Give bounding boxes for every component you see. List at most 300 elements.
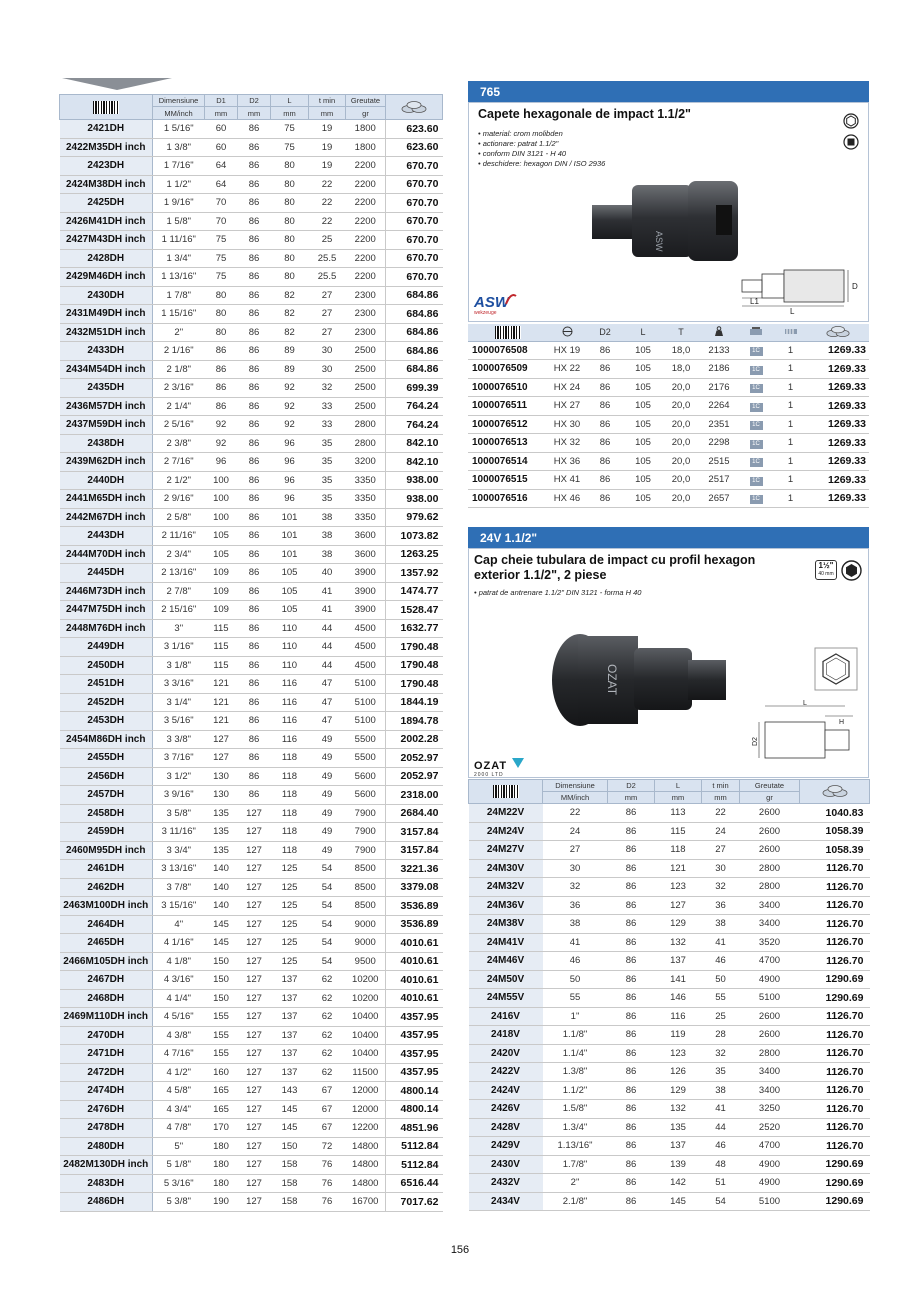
table-cell: 4357.95 (386, 1008, 443, 1027)
table-cell: 1" (543, 1007, 608, 1026)
table-cell: 86 (238, 490, 271, 509)
table-row (60, 934, 443, 953)
table-cell: 150 (271, 1137, 309, 1156)
table-cell: 150 (205, 952, 238, 971)
table-cell: 3600 (346, 527, 386, 546)
table-cell: 2428V (469, 1118, 543, 1137)
table-cell: 2486DH (60, 1193, 153, 1212)
table-row (60, 138, 443, 157)
table-cell: 2462DH (60, 878, 153, 897)
barcode-icon (493, 785, 519, 798)
table-row (60, 360, 443, 379)
dim-label-d: D (852, 282, 858, 291)
table-cell: 2 5/8" (153, 508, 205, 527)
col-unit: mm (271, 107, 309, 120)
dim-label-l: L (790, 307, 795, 316)
table-row (468, 452, 869, 471)
table-cell: 44 (309, 638, 346, 657)
table-cell: 135 (205, 804, 238, 823)
table-cell: 2800 (740, 859, 800, 878)
table-cell: 137 (271, 1045, 309, 1064)
package-icon (749, 326, 763, 336)
table-cell: 86 (608, 841, 655, 860)
table-cell: 127 (238, 989, 271, 1008)
table-cell: 2436M57DH inch (60, 397, 153, 416)
table-cell: 1269.33 (807, 360, 869, 379)
table-cell: 5 3/8" (153, 1193, 205, 1212)
table-cell: 1894.78 (386, 712, 443, 731)
table-cell: 118 (271, 749, 309, 768)
table-cell: 10400 (346, 1008, 386, 1027)
table-cell: 46 (702, 952, 740, 971)
table-cell: 75 (205, 268, 238, 287)
table-cell: 2464DH (60, 915, 153, 934)
table-cell: 62 (309, 989, 346, 1008)
hexagon-profile-icon (814, 647, 858, 691)
ozat-logo (474, 756, 534, 776)
table-cell: 86 (238, 508, 271, 527)
table-cell: 30 (702, 859, 740, 878)
table-cell: 165 (205, 1100, 238, 1119)
col-header: T (662, 324, 700, 341)
table-cell: 5500 (346, 730, 386, 749)
table-cell: 2467DH (60, 971, 153, 990)
table-cell: 155 (205, 1008, 238, 1027)
table-row (60, 1119, 443, 1138)
package-badge-cell (738, 341, 774, 360)
table-cell: 67 (309, 1119, 346, 1138)
table-cell: 86 (238, 286, 271, 305)
table-cell: 135 (205, 841, 238, 860)
table-cell: 158 (271, 1193, 309, 1212)
col-unit: mm (238, 107, 271, 120)
table-cell: 3350 (346, 508, 386, 527)
table-cell: 1000076509 (468, 360, 548, 379)
table-cell: 105 (624, 415, 662, 434)
bullet: • patrat de antrenare 1.1/2" DIN 3121 - forma H 40 (474, 588, 641, 598)
table-cell: 1000076515 (468, 471, 548, 490)
table-row (469, 933, 870, 952)
table-cell: 2 9/16" (153, 490, 205, 509)
table-cell: 1800 (346, 138, 386, 157)
table-cell: 30 (309, 342, 346, 361)
table-cell: 49 (309, 786, 346, 805)
table-cell: 118 (271, 823, 309, 842)
table-cell: 2200 (346, 212, 386, 231)
table-cell: 8500 (346, 878, 386, 897)
table-cell: 4357.95 (386, 1045, 443, 1064)
table-cell: 50 (543, 970, 608, 989)
table-cell: 127 (238, 1193, 271, 1212)
table-cell: 1844.19 (386, 693, 443, 712)
drive-size-badge (815, 560, 837, 580)
table-cell: 86 (586, 452, 624, 471)
package-badge-cell (738, 415, 774, 434)
table-cell: 670.70 (386, 175, 443, 194)
table-cell: 100 (205, 471, 238, 490)
table-cell: 4700 (740, 952, 800, 971)
table-cell: 2430DH (60, 286, 153, 305)
table-cell: 1126.70 (800, 1100, 870, 1119)
barcode-icon (495, 326, 521, 339)
table-cell: 86 (205, 379, 238, 398)
table-cell: 62 (309, 1045, 346, 1064)
table-cell: 41 (702, 1100, 740, 1119)
table-cell: 8500 (346, 897, 386, 916)
table-cell: 1290.69 (800, 1155, 870, 1174)
table-cell: 86 (205, 360, 238, 379)
table-cell: 4800.14 (386, 1100, 443, 1119)
table-cell: 1126.70 (800, 952, 870, 971)
table-cell: 1058.39 (800, 841, 870, 860)
table-cell: 47 (309, 675, 346, 694)
page-number: 156 (450, 1244, 470, 1256)
table-cell: 2422M35DH inch (60, 138, 153, 157)
table-cell: 3 5/16" (153, 712, 205, 731)
table-row (60, 508, 443, 527)
table-cell: 110 (271, 619, 309, 638)
table-cell: 27 (309, 305, 346, 324)
table-cell: 1 1/2" (153, 175, 205, 194)
table-cell: 127 (238, 897, 271, 916)
table-cell: 70 (205, 212, 238, 231)
table-cell: 170 (205, 1119, 238, 1138)
table-cell: 5500 (346, 749, 386, 768)
table-cell: 119 (655, 1026, 702, 1045)
table-cell: 25.5 (309, 268, 346, 287)
table-cell: 89 (271, 342, 309, 361)
table-cell: 86 (608, 1174, 655, 1193)
table-cell: 24M38V (469, 915, 543, 934)
table-cell: 1269.33 (807, 397, 869, 416)
table-cell: 1269.33 (807, 434, 869, 453)
table-cell: 127 (238, 823, 271, 842)
table-cell: 3 1/4" (153, 693, 205, 712)
table-cell: 4900 (740, 970, 800, 989)
table-cell: 1 9/16" (153, 194, 205, 213)
table-cell: 2800 (740, 1044, 800, 1063)
table-cell: 764.24 (386, 416, 443, 435)
table-cell: 2480DH (60, 1137, 153, 1156)
table-cell: 2600 (740, 822, 800, 841)
table-row (60, 638, 443, 657)
table-cell: 2474DH (60, 1082, 153, 1101)
table-cell: 123 (655, 878, 702, 897)
package-badge: 1C (750, 495, 763, 504)
table-cell: 46 (543, 952, 608, 971)
table-cell: 2449DH (60, 638, 153, 657)
col-unit: gr (346, 107, 386, 120)
table-cell: 3 1/16" (153, 638, 205, 657)
quantity-header (774, 324, 807, 341)
table-cell: 3 3/16" (153, 675, 205, 694)
dim-label-l1: L1 (750, 297, 759, 306)
table-cell: 30 (543, 859, 608, 878)
table-cell: 19 (309, 138, 346, 157)
package-badge: 1C (750, 347, 763, 356)
table-cell: 2478DH (60, 1119, 153, 1138)
table-cell: 2456DH (60, 767, 153, 786)
table-cell: 2298 (700, 434, 738, 453)
table-cell: 127 (238, 1156, 271, 1175)
table-cell: 1126.70 (800, 1118, 870, 1137)
table-cell: HX 19 (548, 341, 586, 360)
table-cell: 8500 (346, 860, 386, 879)
table-row (468, 360, 869, 379)
table-row (469, 841, 870, 860)
table-row (60, 397, 443, 416)
table-cell: 3221.36 (386, 860, 443, 879)
table-cell: 86 (608, 970, 655, 989)
table-cell: 127 (238, 860, 271, 879)
table-cell: 105 (624, 434, 662, 453)
table-cell: 1357.92 (386, 564, 443, 583)
table-row (469, 859, 870, 878)
table-cell: 113 (655, 804, 702, 823)
table-cell: 1126.70 (800, 1137, 870, 1156)
table-cell: 35 (309, 471, 346, 490)
table-row (60, 582, 443, 601)
table-cell: 96 (205, 453, 238, 472)
table-cell: 24M24V (469, 822, 543, 841)
table-cell: 9500 (346, 952, 386, 971)
ozat-socket-image (548, 630, 748, 730)
table-row (469, 804, 870, 823)
table-cell: HX 41 (548, 471, 586, 490)
table-cell: 2483DH (60, 1174, 153, 1193)
table-cell: 27 (309, 286, 346, 305)
table-cell: 2 11/16" (153, 527, 205, 546)
table-cell: 96 (271, 490, 309, 509)
table-cell: 1.1/2" (543, 1081, 608, 1100)
col-header: L (655, 780, 702, 792)
bullet: • conform DIN 3121 - H 40 (478, 149, 605, 159)
table-cell: 137 (271, 989, 309, 1008)
table-cell: 1126.70 (800, 859, 870, 878)
table-cell: 129 (655, 1081, 702, 1100)
table-cell: 1000076513 (468, 434, 548, 453)
table-cell: 2450DH (60, 656, 153, 675)
table-row (60, 971, 443, 990)
table-row (60, 1026, 443, 1045)
table-cell: 2684.40 (386, 804, 443, 823)
package-badge-cell (738, 471, 774, 490)
table-cell: 4010.61 (386, 971, 443, 990)
table-cell: 2427M43DH inch (60, 231, 153, 250)
table-cell: 115 (205, 638, 238, 657)
table-cell: 146 (655, 989, 702, 1008)
table-cell: 190 (205, 1193, 238, 1212)
table-cell: 80 (271, 268, 309, 287)
table-cell: 24M32V (469, 878, 543, 897)
section-765-table (468, 324, 869, 508)
table-cell: 22 (309, 175, 346, 194)
table-cell: 126 (655, 1063, 702, 1082)
table-cell: 2441M65DH inch (60, 490, 153, 509)
drive-size: 1½" (818, 561, 834, 570)
table-cell: 670.70 (386, 157, 443, 176)
table-cell: 2461DH (60, 860, 153, 879)
table-cell: 67 (309, 1100, 346, 1119)
table-cell: 3 3/4" (153, 841, 205, 860)
table-cell: 3200 (346, 453, 386, 472)
table-cell: 14800 (346, 1137, 386, 1156)
quantity-icon (784, 327, 798, 335)
table-cell: 96 (271, 453, 309, 472)
table-cell: 2052.97 (386, 749, 443, 768)
hex-size-icon (562, 326, 573, 337)
table-cell: 2424V (469, 1081, 543, 1100)
table-cell: 1 (774, 360, 807, 379)
table-cell: 5 3/16" (153, 1174, 205, 1193)
table-row (469, 1100, 870, 1119)
table-cell: 2429M46DH inch (60, 268, 153, 287)
col-header: D2 (586, 324, 624, 341)
table-cell: 2426M41DH inch (60, 212, 153, 231)
table-cell: 4010.61 (386, 934, 443, 953)
table-cell: 4800.14 (386, 1082, 443, 1101)
table-cell: 86 (608, 1081, 655, 1100)
table-cell: 49 (309, 823, 346, 842)
col-header: Greutate (740, 780, 800, 792)
table-cell: 1263.25 (386, 545, 443, 564)
table-cell: 50 (702, 970, 740, 989)
table-cell: 2517 (700, 471, 738, 490)
table-cell: 109 (205, 564, 238, 583)
table-cell: 36 (702, 896, 740, 915)
hex-impact-socket-image (588, 175, 748, 265)
table-cell: 1 5/16" (153, 120, 205, 139)
table-cell: 86 (608, 1192, 655, 1211)
table-cell: 86 (586, 341, 624, 360)
table-cell: 105 (624, 378, 662, 397)
table-cell: 86 (586, 489, 624, 508)
weight-header (700, 324, 738, 341)
table-cell: 76 (309, 1193, 346, 1212)
table-cell: 2420V (469, 1044, 543, 1063)
table-cell: 5600 (346, 767, 386, 786)
table-cell: 55 (543, 989, 608, 1008)
table-cell: 7900 (346, 841, 386, 860)
table-cell: 1126.70 (800, 915, 870, 934)
table-cell: 2444M70DH inch (60, 545, 153, 564)
table-cell: 2434V (469, 1192, 543, 1211)
table-cell: 86 (238, 120, 271, 139)
table-cell: 86 (238, 564, 271, 583)
package-badge: 1C (750, 366, 763, 375)
table-cell: 2600 (740, 804, 800, 823)
table-cell: 1000076511 (468, 397, 548, 416)
table-cell: 41 (702, 933, 740, 952)
table-cell: 62 (309, 1008, 346, 1027)
table-cell: 1 (774, 341, 807, 360)
package-badge: 1C (750, 403, 763, 412)
hexagon-external-icon (841, 560, 862, 581)
bullet: • material: crom molibden (478, 129, 605, 139)
table-cell: 2.1/8" (543, 1192, 608, 1211)
table-cell: 86 (238, 786, 271, 805)
table-row (60, 1156, 443, 1175)
table-row (60, 286, 443, 305)
table-row (468, 415, 869, 434)
table-cell: 684.86 (386, 323, 443, 342)
table-cell: 129 (655, 915, 702, 934)
square-drive-icon (843, 134, 859, 150)
table-cell: 127 (238, 1174, 271, 1193)
table-cell: 2 1/4" (153, 397, 205, 416)
table-cell: 1269.33 (807, 378, 869, 397)
table-cell: 54 (309, 878, 346, 897)
table-cell: 14800 (346, 1174, 386, 1193)
table-cell: 105 (271, 601, 309, 620)
table-cell: 86 (608, 1155, 655, 1174)
table-cell: 22 (702, 804, 740, 823)
table-cell: 49 (309, 841, 346, 860)
table-cell: 4 7/16" (153, 1045, 205, 1064)
table-cell: 35 (309, 453, 346, 472)
table-row (60, 712, 443, 731)
table-cell: 1.3/4" (543, 1118, 608, 1137)
table-cell: 14800 (346, 1156, 386, 1175)
table-cell: HX 36 (548, 452, 586, 471)
hexagon-socket-icon (843, 113, 859, 129)
table-cell: 2318.00 (386, 786, 443, 805)
table-cell: 684.86 (386, 342, 443, 361)
table-cell: 2446M73DH inch (60, 582, 153, 601)
table-cell: 180 (205, 1137, 238, 1156)
table-cell: 82 (271, 305, 309, 324)
price-header (386, 95, 443, 120)
table-cell: 180 (205, 1156, 238, 1175)
table-cell: 44 (309, 656, 346, 675)
table-cell: 145 (271, 1100, 309, 1119)
table-row (60, 564, 443, 583)
table-cell: 32 (702, 878, 740, 897)
table-row (60, 231, 443, 250)
package-badge-cell (738, 360, 774, 379)
dim-label-d2: D2 (752, 737, 759, 746)
table-cell: HX 46 (548, 489, 586, 508)
table-cell: 1 7/8" (153, 286, 205, 305)
table-cell: 10400 (346, 1045, 386, 1064)
table-cell: 86 (238, 453, 271, 472)
table-cell: 80 (271, 249, 309, 268)
table-cell: 86 (608, 1007, 655, 1026)
table-cell: HX 27 (548, 397, 586, 416)
table-cell: 2423DH (60, 157, 153, 176)
table-cell: 125 (271, 915, 309, 934)
table-cell: 115 (205, 619, 238, 638)
table-cell: 2 5/16" (153, 416, 205, 435)
col-header: L (271, 95, 309, 107)
table-cell: 41 (309, 582, 346, 601)
table-cell: 2200 (346, 249, 386, 268)
table-cell: 10400 (346, 1026, 386, 1045)
package-badge-cell (738, 378, 774, 397)
table-cell: 1 3/4" (153, 249, 205, 268)
col-unit: gr (740, 792, 800, 804)
table-cell: 100 (205, 490, 238, 509)
table-cell: 2657 (700, 489, 738, 508)
table-cell: 86 (238, 749, 271, 768)
table-cell: 86 (586, 415, 624, 434)
table-cell: 1269.33 (807, 341, 869, 360)
table-row (60, 323, 443, 342)
table-cell: 116 (655, 1007, 702, 1026)
table-cell: 18,0 (662, 360, 700, 379)
table-cell: 2186 (700, 360, 738, 379)
table-cell: 27 (543, 841, 608, 860)
